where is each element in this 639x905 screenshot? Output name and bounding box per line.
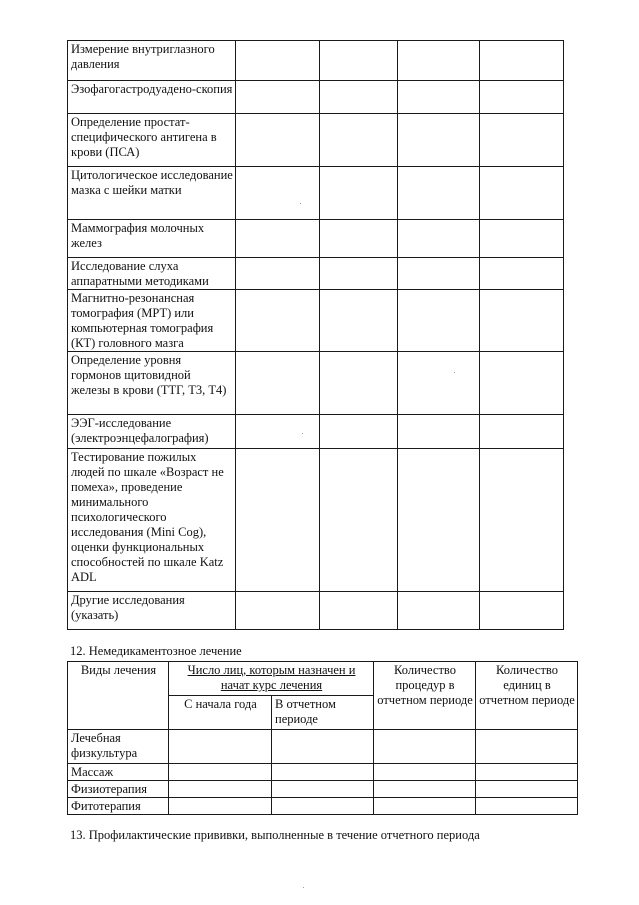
table-row — [68, 258, 564, 290]
data-cell — [320, 449, 398, 592]
table-row — [68, 764, 578, 781]
data-cell — [480, 41, 564, 81]
data-cell — [320, 352, 398, 415]
treatment-name-cell: Физиотерапия — [68, 781, 169, 798]
data-cell — [272, 798, 374, 815]
exam-name-cell: Определение уровня гормонов щитовидной железы в крови (ТТГ, Т3, Т4) — [68, 352, 236, 415]
data-cell — [236, 449, 320, 592]
data-cell — [272, 730, 374, 764]
treatment-name-cell: Массаж — [68, 764, 169, 781]
data-cell — [480, 258, 564, 290]
data-cell — [169, 781, 272, 798]
data-cell — [169, 798, 272, 815]
table-row — [68, 415, 564, 449]
table-row — [68, 290, 564, 352]
data-cell — [480, 449, 564, 592]
table-row — [68, 220, 564, 258]
table-row — [68, 41, 564, 81]
header-procedures: Количество процедур в отчетном периоде — [374, 662, 476, 730]
scan-speck — [300, 203, 301, 204]
data-cell — [320, 290, 398, 352]
data-cell — [398, 114, 480, 167]
data-cell — [476, 798, 578, 815]
exam-name-cell: Маммография молочных желез — [68, 220, 236, 258]
header-in-period: В отчетном периоде — [272, 696, 374, 730]
data-cell — [320, 41, 398, 81]
data-cell — [398, 81, 480, 114]
data-cell — [236, 81, 320, 114]
section-13-heading: 13. Профилактические прививки, выполненные в течение отчетного периода — [70, 828, 480, 842]
header-persons-text: Число лиц, которым назначен и начат курс лечения — [187, 663, 356, 692]
data-cell — [480, 592, 564, 630]
header-from-start: С начала года — [169, 696, 272, 730]
exam-name-cell: Другие исследования (указать) — [68, 592, 236, 630]
data-cell — [236, 167, 320, 220]
exam-name-cell: ЭЭГ-исследование (электроэнцефалография) — [68, 415, 236, 449]
table-row — [68, 730, 578, 764]
header-kind: Виды лечения — [68, 662, 169, 730]
data-cell — [374, 781, 476, 798]
data-cell — [398, 415, 480, 449]
data-cell — [169, 764, 272, 781]
exam-name-cell: Определение простат-специфического антигена в крови (ПСА) — [68, 114, 236, 167]
data-cell — [480, 81, 564, 114]
data-cell — [374, 798, 476, 815]
header-row — [68, 662, 578, 696]
exam-name-cell: Цитологическое исследование мазка с шейки матки — [68, 167, 236, 220]
table-row — [68, 352, 564, 415]
data-cell — [480, 167, 564, 220]
data-cell — [236, 220, 320, 258]
data-cell — [374, 730, 476, 764]
data-cell — [398, 352, 480, 415]
data-cell — [480, 220, 564, 258]
exam-name-cell: Магнитно-резонансная томография (МРТ) или компьютерная томография (КТ) головного мазга — [68, 290, 236, 352]
non-drug-treatment-table — [67, 661, 578, 815]
examinations-table — [67, 40, 564, 630]
table-row — [68, 167, 564, 220]
treatment-name-cell: Лечебная физкультура — [68, 730, 169, 764]
header-units: Количество единиц в отчетном периоде — [476, 662, 578, 730]
table-row — [68, 114, 564, 167]
data-cell — [236, 114, 320, 167]
data-cell — [320, 114, 398, 167]
data-cell — [272, 764, 374, 781]
data-cell — [480, 290, 564, 352]
data-cell — [398, 220, 480, 258]
treatment-name-cell: Фитотерапия — [68, 798, 169, 815]
header-persons — [169, 662, 374, 696]
data-cell — [480, 114, 564, 167]
data-cell — [398, 592, 480, 630]
data-cell — [236, 592, 320, 630]
data-cell — [236, 352, 320, 415]
data-cell — [398, 449, 480, 592]
data-cell — [236, 290, 320, 352]
exam-name-cell: Измерение внутриглазного давления — [68, 41, 236, 81]
data-cell — [272, 781, 374, 798]
data-cell — [320, 167, 398, 220]
table-row — [68, 798, 578, 815]
exam-name-cell: Тестирование пожилых людей по шкале «Возраст не помеха», проведение минимального психологического исследования (Mini Cog), оценки функциональных способностей по шкале Katz ADL — [68, 449, 236, 592]
table-row — [68, 781, 578, 798]
data-cell — [476, 781, 578, 798]
data-cell — [320, 258, 398, 290]
data-cell — [374, 764, 476, 781]
data-cell — [236, 41, 320, 81]
scan-speck — [454, 372, 455, 373]
data-cell — [480, 415, 564, 449]
data-cell — [236, 258, 320, 290]
table-row — [68, 449, 564, 592]
data-cell — [480, 352, 564, 415]
scan-speck — [303, 887, 304, 888]
data-cell — [476, 730, 578, 764]
data-cell — [236, 415, 320, 449]
data-cell — [398, 167, 480, 220]
exam-name-cell: Эзофагогастродуадено-скопия — [68, 81, 236, 114]
data-cell — [398, 290, 480, 352]
data-cell — [320, 592, 398, 630]
data-cell — [476, 764, 578, 781]
data-cell — [398, 41, 480, 81]
data-cell — [320, 81, 398, 114]
data-cell — [320, 415, 398, 449]
data-cell — [398, 258, 480, 290]
exam-name-cell: Исследование слуха аппаратными методиками — [68, 258, 236, 290]
scan-speck — [302, 433, 303, 434]
data-cell — [320, 220, 398, 258]
section-12-heading: 12. Немедикаментозное лечение — [70, 644, 242, 658]
table-row — [68, 592, 564, 630]
table-row — [68, 81, 564, 114]
data-cell — [169, 730, 272, 764]
